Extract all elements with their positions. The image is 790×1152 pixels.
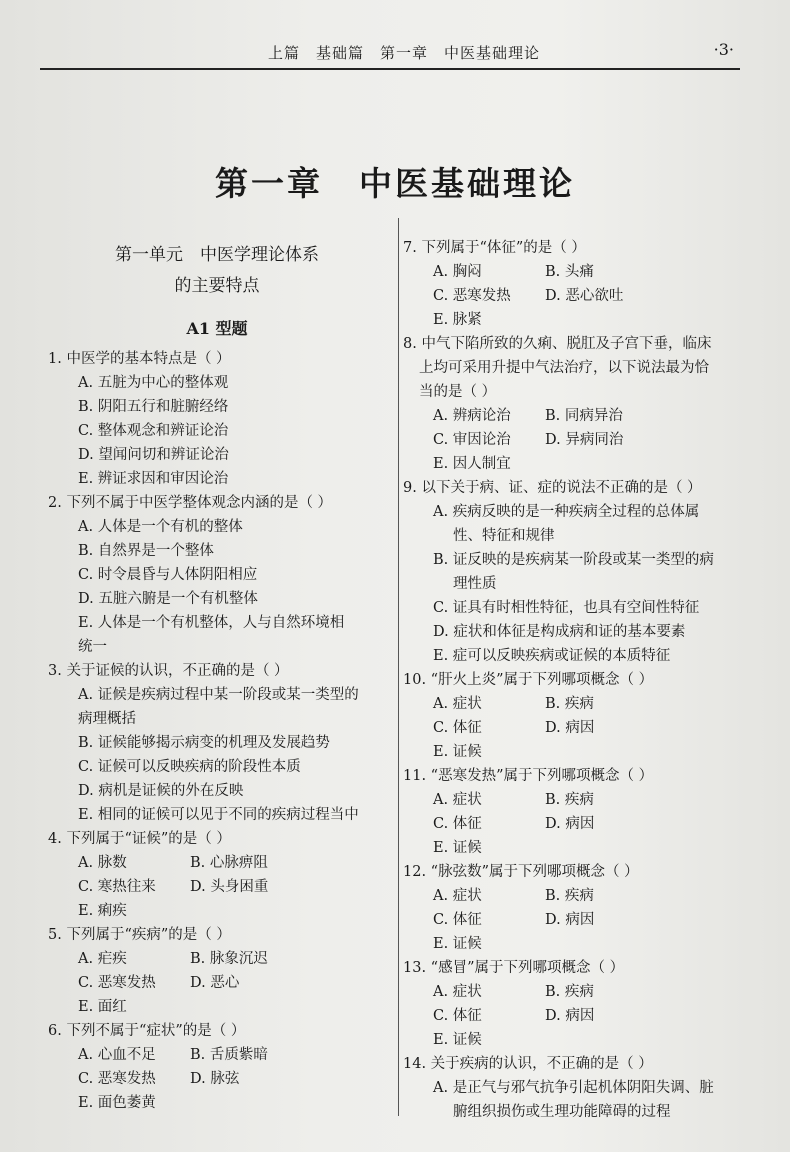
- question-stem: 4. 下列属于“证候”的是（ ）: [48, 831, 231, 847]
- option-row: [403, 404, 743, 428]
- option-e: E. 证候: [433, 744, 482, 760]
- option-e: E. 证候: [433, 840, 482, 856]
- question-type-title: A1 型题: [186, 319, 248, 338]
- option-c: C. 证候可以反映疾病的阶段性本质: [78, 759, 301, 775]
- option-row: [403, 692, 743, 716]
- option-row: [403, 428, 743, 452]
- option-c: C. 时令晨昏与人体阴阳相应: [78, 567, 258, 583]
- option-row: [403, 788, 743, 812]
- option-row: [48, 1043, 386, 1067]
- option-a: A. 胸闷: [433, 264, 482, 280]
- option-a: A. 疟疾: [78, 951, 127, 967]
- question-stem: 3. 关于证候的认识，不正确的是（ ）: [48, 663, 289, 679]
- question-stem: 14. 关于疾病的认识，不正确的是（ ）: [403, 1056, 653, 1072]
- option-d: D. 头身困重: [190, 879, 269, 895]
- option-e: E. 症可以反映疾病或证候的本质特征: [433, 648, 671, 664]
- option-a: A. 症状: [433, 888, 482, 904]
- option-c: C. 体征: [433, 816, 482, 832]
- option-b: B. 自然界是一个整体: [78, 543, 214, 559]
- option-c: C. 整体观念和辨证论治: [78, 423, 229, 439]
- option-d: D. 症状和体征是构成病和证的基本要素: [433, 624, 686, 640]
- question-12: [403, 860, 743, 956]
- option-d: D. 病因: [545, 912, 595, 928]
- option-c: C. 审因论治: [433, 432, 511, 448]
- question-stem-continued: 上均可采用升提中气法治疗，以下说法最为恰: [419, 360, 709, 376]
- right-column: [398, 218, 743, 1120]
- option-b: B. 疾病: [545, 696, 594, 712]
- option-c: C. 体征: [433, 912, 482, 928]
- option-a: A. 疾病反映的是一种疾病全过程的总体属: [433, 504, 700, 520]
- question-stem: 2. 下列不属于中医学整体观念内涵的是（ ）: [48, 495, 333, 511]
- option-a: A. 证候是疾病过程中某一阶段或某一类型的: [78, 687, 359, 703]
- option-e: E. 相同的证候可以见于不同的疾病过程当中: [78, 807, 359, 823]
- option-b: B. 脉象沉迟: [190, 951, 268, 967]
- option-d: D. 病因: [545, 1008, 595, 1024]
- question-14: [403, 1052, 743, 1124]
- question-4: [48, 827, 386, 923]
- option-row: [403, 812, 743, 836]
- question-stem: 13. “感冒”属于下列哪项概念（ ）: [403, 960, 625, 976]
- option-e: E. 辨证求因和审因论治: [78, 471, 229, 487]
- option-a: A. 人体是一个有机的整体: [78, 519, 243, 535]
- option-e: E. 面红: [78, 999, 127, 1015]
- option-d: D. 五脏六腑是一个有机整体: [78, 591, 258, 607]
- question-5: [48, 923, 386, 1019]
- option-a-continued: 腑组织损伤或生理功能障碍的过程: [453, 1104, 671, 1120]
- option-row: [403, 1004, 743, 1028]
- option-b: B. 头痛: [545, 264, 594, 280]
- unit-title-line1: 第一单元 中医学理论体系: [115, 245, 319, 265]
- option-b: B. 阴阳五行和脏腑经络: [78, 399, 229, 415]
- question-stem: 10. “肝火上炎”属于下列哪项概念（ ）: [403, 672, 654, 688]
- option-c: C. 寒热往来: [78, 879, 156, 895]
- option-row: [403, 884, 743, 908]
- question-stem: 11. “恶寒发热”属于下列哪项概念（ ）: [403, 768, 654, 784]
- option-e: E. 痢疾: [78, 903, 127, 919]
- option-row: [403, 716, 743, 740]
- option-a: A. 五脏为中心的整体观: [78, 375, 229, 391]
- option-e: E. 面色萎黄: [78, 1095, 156, 1111]
- option-c: C. 证具有时相性特征，也具有空间性特征: [433, 600, 700, 616]
- option-a: A. 是正气与邪气抗争引起机体阴阳失调、脏: [433, 1080, 714, 1096]
- option-a: A. 症状: [433, 984, 482, 1000]
- option-a: A. 脉数: [78, 855, 127, 871]
- option-row: [403, 980, 743, 1004]
- option-a-continued: 病理概括: [78, 711, 136, 727]
- option-row: [48, 851, 386, 875]
- question-13: [403, 956, 743, 1052]
- option-e: E. 证候: [433, 1032, 482, 1048]
- question-stem: 1. 中医学的基本特点是（ ）: [48, 351, 231, 367]
- question-stem: 9. 以下关于病、证、症的说法不正确的是（ ）: [403, 480, 702, 496]
- option-a: A. 症状: [433, 792, 482, 808]
- option-d: D. 恶心欲吐: [545, 288, 624, 304]
- question-10: [403, 668, 743, 764]
- option-c: C. 恶寒发热: [78, 1071, 156, 1087]
- question-2: [48, 491, 386, 659]
- option-c: C. 恶寒发热: [433, 288, 511, 304]
- option-a-continued: 性、特征和规律: [453, 528, 555, 544]
- option-row: [48, 947, 386, 971]
- question-6: [48, 1019, 386, 1115]
- option-row: [403, 284, 743, 308]
- option-b-continued: 理性质: [453, 576, 497, 592]
- unit-title: [48, 240, 386, 302]
- option-b: B. 同病异治: [545, 408, 623, 424]
- question-9: [403, 476, 743, 668]
- option-d: D. 异病同治: [545, 432, 624, 448]
- running-header: [40, 40, 740, 70]
- option-row: [48, 1067, 386, 1091]
- option-c: C. 体征: [433, 720, 482, 736]
- option-e: E. 证候: [433, 936, 482, 952]
- option-e-continued: 统一: [78, 639, 107, 655]
- question-stem: 8. 中气下陷所致的久痢、脱肛及子宫下垂，临床: [403, 336, 712, 352]
- option-d: D. 恶心: [190, 975, 240, 991]
- question-stem: 7. 下列属于“体征”的是（ ）: [403, 240, 586, 256]
- option-b: B. 疾病: [545, 888, 594, 904]
- chapter-title: 第一章 中医基础理论: [215, 164, 575, 203]
- question-1: [48, 347, 386, 491]
- question-stem: 5. 下列属于“疾病”的是（ ）: [48, 927, 231, 943]
- option-b: B. 证候能够揭示病变的机理及发展趋势: [78, 735, 330, 751]
- option-d: D. 病因: [545, 720, 595, 736]
- question-8: [403, 332, 743, 476]
- unit-title-line2: 的主要特点: [174, 276, 260, 296]
- option-d: D. 望闻问切和辨证论治: [78, 447, 229, 463]
- option-row: [48, 971, 386, 995]
- option-b: B. 心脉痹阻: [190, 855, 268, 871]
- question-stem: 12. “脉弦数”属于下列哪项概念（ ）: [403, 864, 639, 880]
- question-stem-continued: 当的是（ ）: [419, 384, 497, 400]
- option-d: D. 病机是证候的外在反映: [78, 783, 244, 799]
- option-d: D. 病因: [545, 816, 595, 832]
- option-e: E. 人体是一个有机整体，人与自然环境相: [78, 615, 345, 631]
- option-a: A. 心血不足: [78, 1047, 156, 1063]
- option-b: B. 证反映的是疾病某一阶段或某一类型的病: [433, 552, 714, 568]
- question-stem: 6. 下列不属于“症状”的是（ ）: [48, 1023, 246, 1039]
- question-11: [403, 764, 743, 860]
- option-a: A. 症状: [433, 696, 482, 712]
- option-row: [403, 260, 743, 284]
- question-3: [48, 659, 386, 827]
- option-d: D. 脉弦: [190, 1071, 240, 1087]
- option-row: [403, 908, 743, 932]
- option-c: C. 恶寒发热: [78, 975, 156, 991]
- option-e: E. 脉紧: [433, 312, 482, 328]
- option-e: E. 因人制宜: [433, 456, 511, 472]
- question-7: [403, 236, 743, 332]
- option-row: [48, 875, 386, 899]
- option-b: B. 舌质紫暗: [190, 1047, 268, 1063]
- option-b: B. 疾病: [545, 984, 594, 1000]
- option-b: B. 疾病: [545, 792, 594, 808]
- left-column: [48, 236, 386, 1115]
- option-c: C. 体征: [433, 1008, 482, 1024]
- page-number: ·3·: [713, 40, 734, 59]
- option-a: A. 辨病论治: [433, 408, 511, 424]
- running-title: 上篇 基础篇 第一章 中医基础理论: [268, 44, 541, 62]
